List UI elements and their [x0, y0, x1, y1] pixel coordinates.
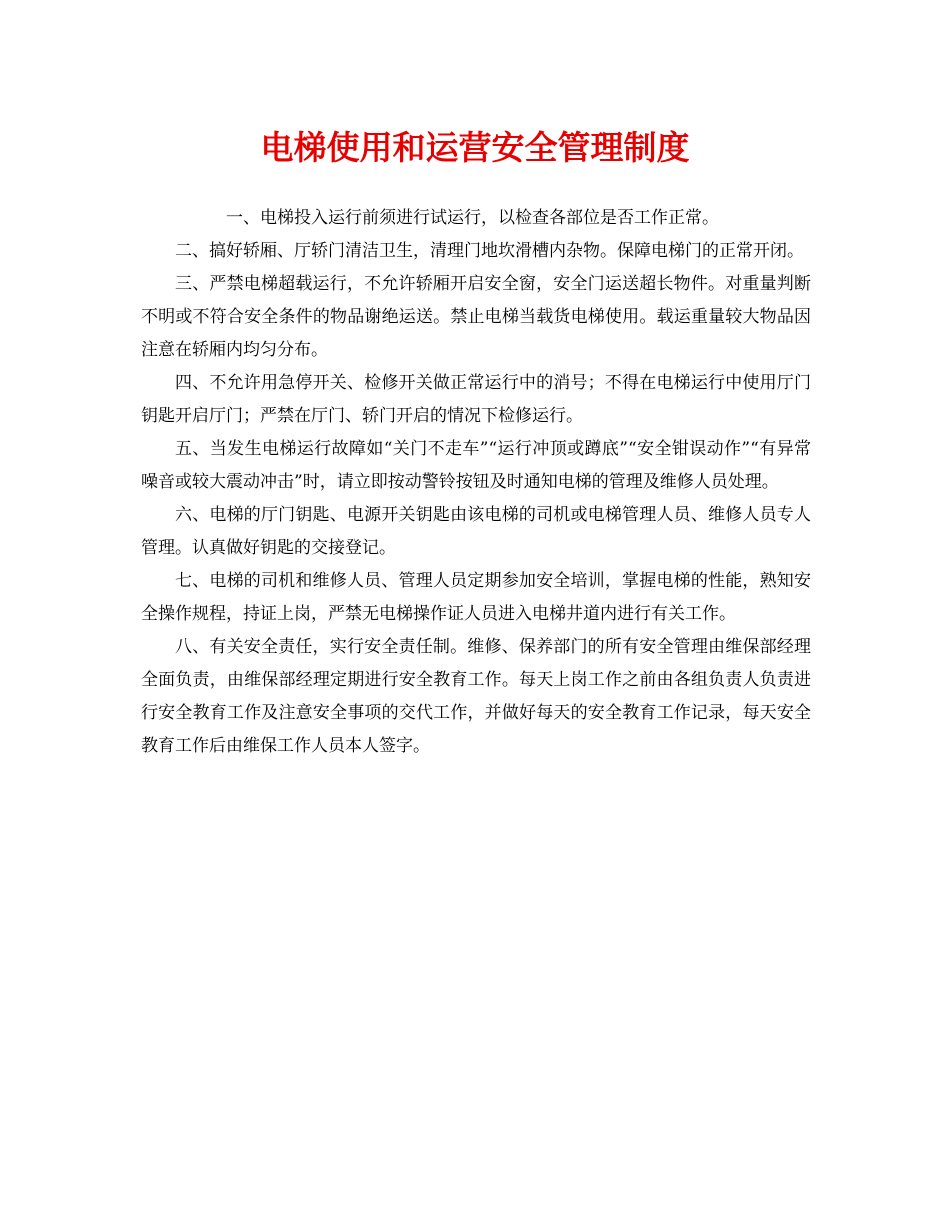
paragraph-7: 七、电梯的司机和维修人员、管理人员定期参加安全培训，掌握电梯的性能，熟知安全操作规程，持证上岗，严禁无电梯操作证人员进入电梯井道内进行有关工作。: [141, 571, 811, 624]
paragraph-1: 一、电梯投入运行前须进行试运行，以检查各部位是否工作正常。: [226, 208, 719, 228]
document-body: [141, 202, 811, 763]
paragraph-4: 四、不允许用急停开关、检修开关做正常运行中的消号；不得在电梯运行中使用厅门钥匙开启厅门；严禁在厅门、轿门开启的情况下检修运行。: [141, 373, 811, 426]
paragraph-6: 六、电梯的厅门钥匙、电源开关钥匙由该电梯的司机或电梯管理人员、维修人员专人管理。认真做好钥匙的交接登记。: [141, 505, 811, 558]
paragraph-3: 三、严禁电梯超载运行，不允许轿厢开启安全窗，安全门运送超长物件。对重量判断不明或不符合安全条件的物品谢绝运送。禁止电梯当载货电梯使用。载运重量较大物品因注意在轿厢内均匀分布。: [141, 274, 811, 360]
paragraph-2: 二、搞好轿厢、厅轿门清洁卫生，清理门地坎滑槽内杂物。保障电梯门的正常开闭。: [175, 241, 804, 261]
paragraph-5: 五、当发生电梯运行故障如“关门不走车”“运行冲顶或蹲底”“安全钳误动作”“有异常噪音或较大震动冲击”时，请立即按动警铃按钮及时通知电梯的管理及维修人员处理。: [141, 439, 811, 492]
document-title: 电梯使用和运营安全管理制度: [260, 128, 690, 167]
paragraph-8: 八、有关安全责任，实行安全责任制。维修、保养部门的所有安全管理由维保部经理全面负责，由维保部经理定期进行安全教育工作。每天上岗工作之前由各组负责人负责进行安全教育工作及注意安全事项的交代工作，并做好每天的安全教育工作记录，每天安全教育工作后由维保工作人员本人签字。: [141, 637, 811, 756]
